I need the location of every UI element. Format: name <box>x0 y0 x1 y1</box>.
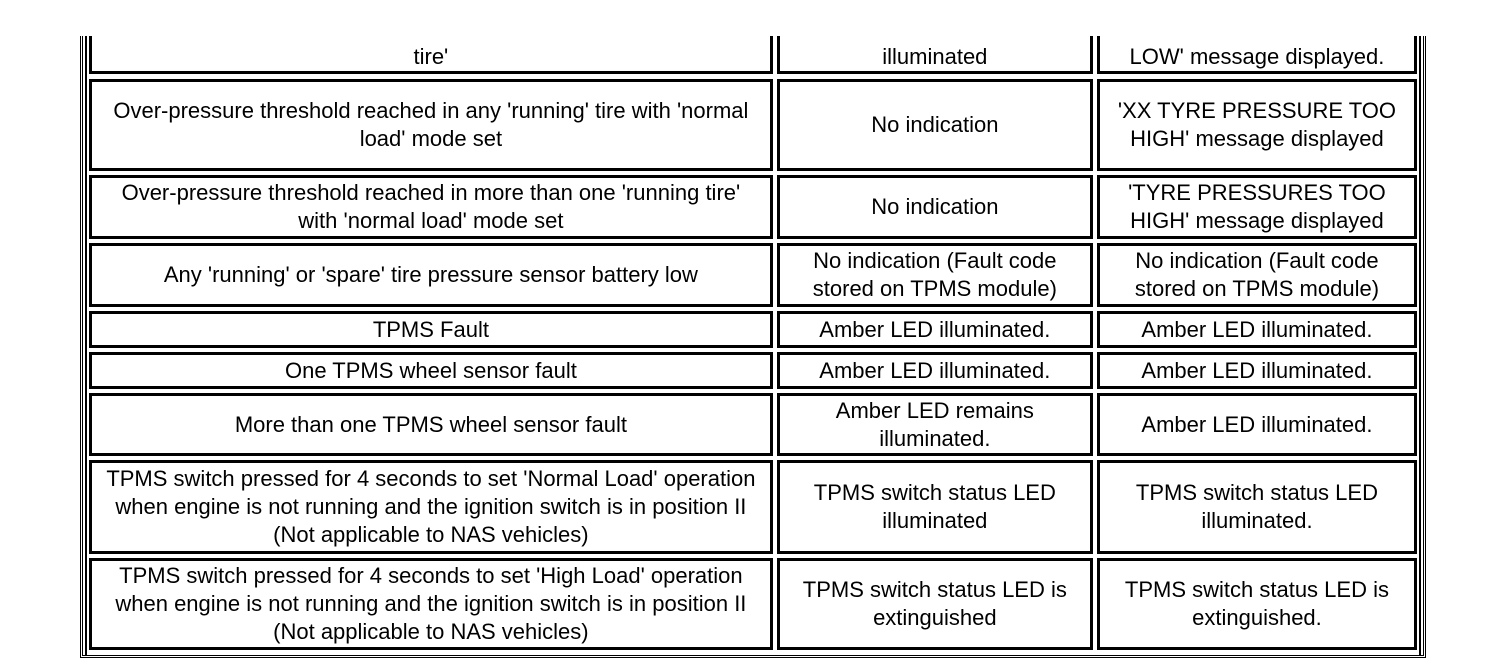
message-cell: LOW' message displayed. <box>1097 36 1417 74</box>
table-row <box>89 460 1417 554</box>
message-cell: 'XX TYRE PRESSURE TOO HIGH' message displayed <box>1097 79 1417 171</box>
table-row <box>89 558 1417 650</box>
table-row <box>89 311 1417 348</box>
condition-cell: Over-pressure threshold reached in any 'running' tire with 'normal load' mode set <box>89 79 773 171</box>
condition-cell: One TPMS wheel sensor fault <box>89 352 773 389</box>
condition-cell: tire' <box>89 36 773 74</box>
indication-cell: illuminated <box>777 36 1093 74</box>
table-row <box>89 243 1417 307</box>
message-cell: TPMS switch status LED is extinguished. <box>1097 558 1417 650</box>
condition-cell: TPMS switch pressed for 4 seconds to set 'Normal Load' operation when engine is not running and the ignition switch is in position II (Not applicable to NAS vehicles) <box>89 460 773 554</box>
indication-cell: TPMS switch status LED illuminated <box>777 460 1093 554</box>
tpms-indication-table <box>80 36 1426 658</box>
message-cell: TPMS switch status LED illuminated. <box>1097 460 1417 554</box>
indication-cell: No indication <box>777 79 1093 171</box>
table-row <box>89 393 1417 456</box>
condition-cell: TPMS Fault <box>89 311 773 348</box>
indication-cell: Amber LED illuminated. <box>777 311 1093 348</box>
condition-cell: Any 'running' or 'spare' tire pressure sensor battery low <box>89 243 773 307</box>
table-row <box>89 175 1417 239</box>
condition-cell: More than one TPMS wheel sensor fault <box>89 393 773 456</box>
indication-cell: No indication <box>777 175 1093 239</box>
indication-cell: Amber LED remains illuminated. <box>777 393 1093 456</box>
message-cell: 'TYRE PRESSURES TOO HIGH' message displayed <box>1097 175 1417 239</box>
condition-cell: TPMS switch pressed for 4 seconds to set 'High Load' operation when engine is not running and the ignition switch is in position II (Not applicable to NAS vehicles) <box>89 558 773 650</box>
table-row <box>89 79 1417 171</box>
table-row <box>89 352 1417 389</box>
condition-cell: Over-pressure threshold reached in more than one 'running tire' with 'normal load' mode set <box>89 175 773 239</box>
message-cell: Amber LED illuminated. <box>1097 352 1417 389</box>
indication-cell: No indication (Fault code stored on TPMS module) <box>777 243 1093 307</box>
table-row <box>89 36 1417 74</box>
message-cell: Amber LED illuminated. <box>1097 311 1417 348</box>
indication-cell: Amber LED illuminated. <box>777 352 1093 389</box>
indication-cell: TPMS switch status LED is extinguished <box>777 558 1093 650</box>
message-cell: Amber LED illuminated. <box>1097 393 1417 456</box>
message-cell: No indication (Fault code stored on TPMS module) <box>1097 243 1417 307</box>
